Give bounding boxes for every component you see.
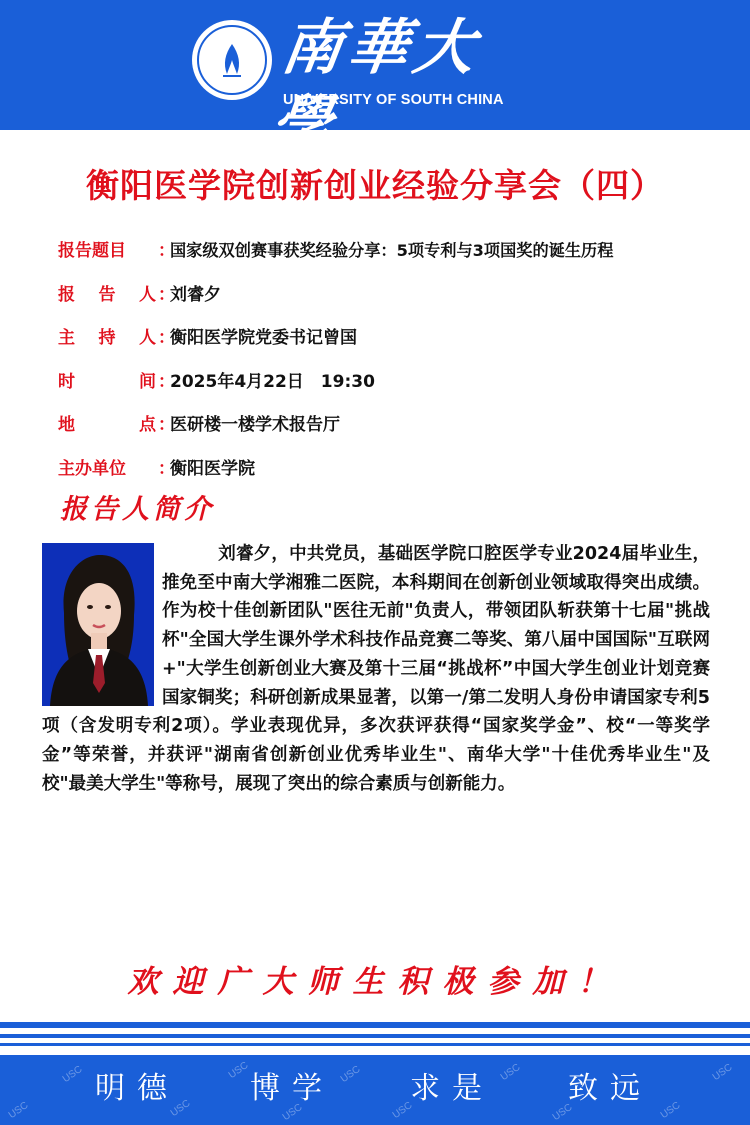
info-colon: ： xyxy=(158,415,175,435)
info-row-topic xyxy=(58,236,748,266)
info-row-organizer xyxy=(58,454,748,484)
info-row-time xyxy=(58,367,748,397)
divider-stripe xyxy=(0,1043,750,1046)
header-banner xyxy=(0,0,750,159)
watermark: USC xyxy=(550,1101,575,1124)
info-colon: ： xyxy=(158,328,175,348)
info-row-host xyxy=(58,323,748,353)
watermark: USC xyxy=(280,1101,305,1124)
watermark: USC xyxy=(338,1063,363,1086)
info-label-time: 时 间 xyxy=(58,372,156,392)
info-colon: ： xyxy=(158,285,175,305)
bio-heading: 报告人简介 xyxy=(60,494,215,525)
footer-banner xyxy=(0,1055,750,1125)
watermark: USC xyxy=(710,1061,735,1084)
info-label-host: 主 持 人 xyxy=(58,328,156,348)
info-value-time: 2025年4月22日 19:30 xyxy=(170,372,375,392)
info-value-organizer: 衡阳医学院 xyxy=(170,459,255,479)
watermark: USC xyxy=(226,1059,251,1082)
info-value-topic: 国家级双创赛事获奖经验分享：5项专利与3项国奖的诞生历程 xyxy=(170,241,614,260)
watermark: USC xyxy=(6,1099,31,1122)
motto-item: 明德 xyxy=(95,1071,179,1106)
info-row-speaker xyxy=(58,280,748,310)
welcome-message: 欢迎广大师生积极参加！ xyxy=(127,964,623,1000)
info-colon: ： xyxy=(158,459,175,479)
motto-item: 博学 xyxy=(250,1071,334,1106)
info-value-place: 医研楼一楼学术报告厅 xyxy=(170,415,340,435)
university-seal-icon xyxy=(192,20,272,100)
watermark: USC xyxy=(60,1063,85,1086)
info-value-speaker: 刘睿夕 xyxy=(170,285,221,305)
motto-item: 求是 xyxy=(410,1071,494,1106)
info-colon: ： xyxy=(158,372,175,392)
info-label-topic: 报告题目 xyxy=(58,241,126,261)
bio-text: 刘睿夕，中共党员，基础医学院口腔医学专业2024届毕业生，推免至中南大学湘雅二医院，本科期间在创新创业领域取得突出成绩。作为校十佳创新团队"医往无前"负责人，带领团队斩获第十七届"挑战杯"全国大学生课外学术科技作品竞赛二等奖、第八届中国国际"互联网+"大学生创新创业大赛及第十三届“挑战杯”中国大学生创业计划竞赛国家铜奖；科研创新成果显著，以第一/第二发明人身份申请国家专利5项（含发明专利2项）。学业表现优异，多次获评获得“国家奖学金”、校“一等奖学金”等荣誉，并获评"湖南省创新创业优秀毕业生"、南华大学"十佳优秀毕业生"及校"最美大学生"等称号，展现了突出的综合素质与创新能力。 xyxy=(42,544,710,794)
divider-stripe xyxy=(0,1034,750,1038)
watermark: USC xyxy=(658,1099,683,1122)
info-colon: ： xyxy=(158,241,175,261)
info-label-speaker: 报 告 人 xyxy=(58,285,156,305)
divider-stripe xyxy=(0,1022,750,1028)
university-name-en: UNIVERSITY OF SOUTH CHINA xyxy=(283,92,504,108)
motto-item: 致远 xyxy=(568,1071,652,1106)
watermark: USC xyxy=(168,1097,193,1120)
info-label-place: 地 点 xyxy=(58,415,156,435)
watermark: USC xyxy=(498,1061,523,1084)
watermark: USC xyxy=(390,1099,415,1122)
flame-emblem-icon xyxy=(219,42,245,78)
bio-text-block xyxy=(42,540,710,798)
page-title: 衡阳医学院创新创业经验分享会（四） xyxy=(86,166,664,205)
info-label-organizer: 主办单位 xyxy=(58,459,126,479)
info-row-place xyxy=(58,410,748,440)
info-value-host: 衡阳医学院党委书记曾国 xyxy=(170,328,357,348)
university-name-cn: 南華大學 xyxy=(266,13,485,159)
